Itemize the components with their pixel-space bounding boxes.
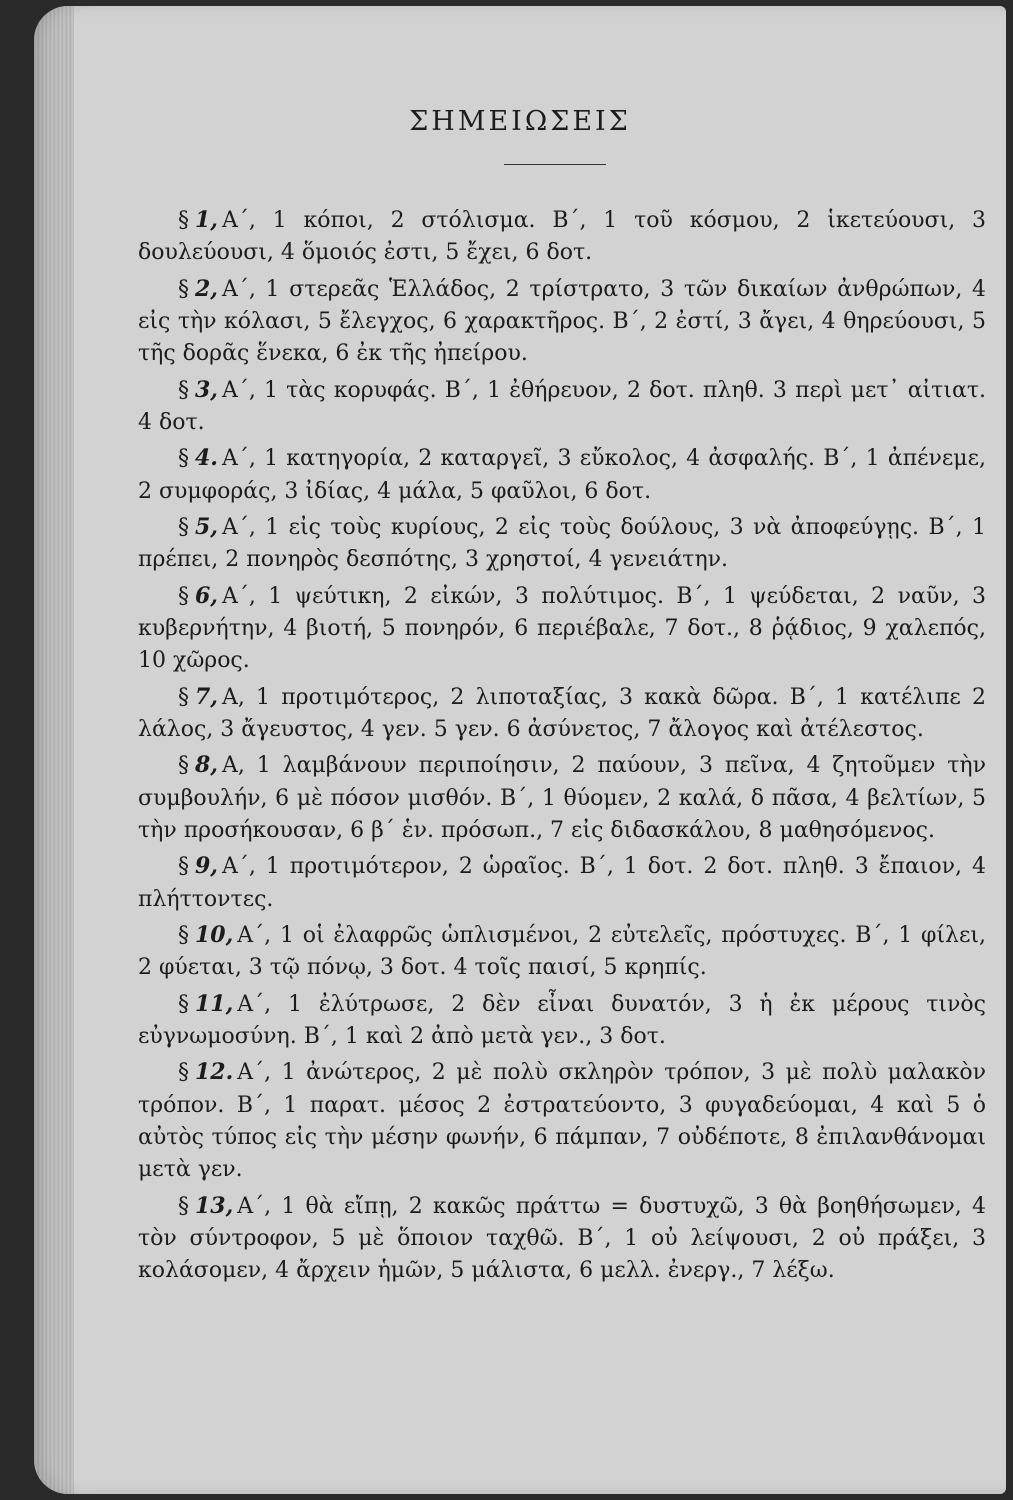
section-mark: § xyxy=(178,753,189,779)
note-number: 8, xyxy=(195,752,218,779)
note-text: Α, 1 προτιμότερος, 2 λιποταξίας, 3 κακὰ δῶρα. Β΄, 1 κατέλιπε 2 λάλος, 3 ἄγευστος, 4 γεν. 5 γεν. 6 ἀσύνετος, 7 ἄλογος καὶ ἀτέλεστος. xyxy=(138,684,986,743)
note-paragraph xyxy=(138,988,986,1054)
title-rule xyxy=(504,164,606,165)
note-text: Α΄, 1 εἰς τοὺς κυρίους, 2 εἰς τοὺς δούλους, 3 νὰ ἀποφεύγῃς. Β΄, 1 πρέπει, 2 πονηρὸς δεσπότης, 3 χρηστοί, 4 γενειάτην. xyxy=(138,515,986,573)
note-text: Α΄, 1 τὰς κορυφάς. Β΄, 1 ἐθήρευον, 2 δοτ. πληθ. 3 περὶ μετ᾽ αἰτιατ. 4 δοτ. xyxy=(138,377,986,435)
note-paragraph xyxy=(138,850,986,916)
section-mark: § xyxy=(178,854,189,880)
page-title: ΣΗΜΕΙΩΣΕΙΣ xyxy=(409,106,631,137)
section-mark: § xyxy=(178,446,189,472)
note-paragraph xyxy=(138,204,986,270)
note-paragraph xyxy=(138,374,986,440)
note-number: 2, xyxy=(195,275,218,302)
note-number: 1, xyxy=(195,207,218,233)
note-text: Α΄, 1 ἐλύτρωσε, 2 δὲν εἶναι δυνατόν, 3 ἡ ἐκ μέρους τινὸς εὐγνωμοσύνη. Β΄, 1 καὶ 2 ἀπὸ μετὰ γεν., 3 δοτ. xyxy=(138,991,986,1050)
note-number: 6, xyxy=(195,582,218,609)
note-number: 3, xyxy=(195,376,218,403)
section-mark: § xyxy=(178,583,189,609)
note-paragraph xyxy=(138,681,986,747)
note-text: Α΄, 1 θὰ εἴπῃ, 2 κακῶς πράττω = δυστυχῶ, 3 θὰ βοηθήσωμεν, 4 τὸν σύντροφον, 5 μὲ ὅποιον ταχθῶ. Β΄, 1 οὐ λείψουσι, 2 οὐ πράξει, 3 κολάσομεν, 4 ἄρχειν ἡμῶν, 5 μάλιστα, 6 μελλ. ἐνεργ., 7 λέξω. xyxy=(138,1193,986,1284)
note-number: 9, xyxy=(195,853,218,880)
note-text: Α΄, 1 κόποι, 2 στόλισμα. Β΄, 1 τοῦ κόσμου, 2 ἱκετεύουσι, 3 δουλεύουσι, 4 ὅμοιός ἐστι, 5 ἔχει, 6 δοτ. xyxy=(138,208,986,266)
section-mark: § xyxy=(178,377,189,403)
page-edges xyxy=(34,6,74,1494)
notes-list xyxy=(138,204,986,1291)
note-number: 11, xyxy=(195,990,234,1017)
note-text: Α΄, 1 ψεύτικη, 2 εἰκών, 3 πολύτιμος. Β΄, 1 ψεύδεται, 2 ναῦν, 3 κυβερνήτην, 4 βιοτή, 5 πονηρόν, 6 περιέβαλε, 7 δοτ., 8 ῥᾴδιος, 9 χαλεπός, 10 χῶρος. xyxy=(138,583,986,674)
section-mark: § xyxy=(178,991,189,1017)
note-paragraph xyxy=(138,1056,986,1186)
note-number: 10, xyxy=(195,922,234,949)
note-text: Α΄, 1 προτιμότερον, 2 ὡραῖος. Β΄, 1 δοτ. 2 δοτ. πληθ. 3 ἔπαιον, 4 πλήττοντες. xyxy=(138,854,986,912)
note-number: 7, xyxy=(195,683,218,710)
note-paragraph xyxy=(138,442,986,508)
note-number: 4. xyxy=(195,445,218,472)
section-mark: § xyxy=(178,923,189,949)
note-number: 13, xyxy=(195,1192,234,1219)
note-text: Α΄, 1 οἱ ἐλαφρῶς ὡπλισμένοι, 2 εὐτελεῖς, πρόστυχες. Β΄, 1 φίλει, 2 φύεται, 3 τῷ πόνῳ, 3 δοτ. 4 τοῖς παισί, 5 κρηπίς. xyxy=(138,923,986,981)
note-paragraph xyxy=(138,511,986,577)
note-paragraph xyxy=(138,919,986,985)
note-text: Α΄, 1 κατηγορία, 2 καταργεῖ, 3 εὔκολος, 4 ἀσφαλής. Β΄, 1 ἀπένεμε, 2 συμφοράς, 3 ἰδίας, 4 μάλα, 5 φαῦλοι, 6 δοτ. xyxy=(138,446,986,504)
note-text: Α΄, 1 ἀνώτερος, 2 μὲ πολὺ σκληρὸν τρόπον, 3 μὲ πολὺ μαλακὸν τρόπον. Β΄, 1 παρατ. μέσος 2 ἐστρατεύοντο, 3 φυγαδεύομαι, 4 καὶ 5 ὁ αὐτὸς τύπος εἰς τὴν μέσην φωνήν, 6 πάμπαν, 7 οὐδέποτε, 8 ἐπιλανθάνομαι μετὰ γεν. xyxy=(138,1060,986,1183)
book-page xyxy=(34,6,1006,1494)
note-paragraph xyxy=(138,580,986,678)
note-text: Α΄, 1 στερεᾶς Ἑλλάδος, 2 τρίστρατο, 3 τῶν δικαίων ἀνθρώπων, 4 εἰς τὴν κόλασι, 5 ἔλεγχος, 6 χαρακτῆρος. Β΄, 2 ἐστί, 3 ἄγει, 4 θηρεύουσι, 5 τῆς δορᾶς ἕνεκα, 6 ἐκ τῆς ἠπείρου. xyxy=(138,276,986,367)
section-mark: § xyxy=(178,208,189,233)
note-number: 5, xyxy=(195,514,218,541)
section-mark: § xyxy=(178,1060,189,1086)
section-mark: § xyxy=(178,515,189,541)
section-mark: § xyxy=(178,1193,189,1219)
note-number: 12. xyxy=(195,1059,234,1086)
section-mark: § xyxy=(178,684,189,710)
note-paragraph xyxy=(138,1190,986,1288)
note-text: Α, 1 λαμβάνουν περιποίησιν, 2 παύουν, 3 πεῖνα, 4 ζητοῦμεν τὴν συμβουλήν, 6 μὲ πόσον μισθόν. Β΄, 1 θύομεν, 2 καλά, δ πᾶσα, 4 βελτίων, 5 τὴν προσήκουσαν, 6 β΄ ἑν. πρόσωπ., 7 εἰς διδασκάλου, 8 μαθησόμενος. xyxy=(138,753,986,843)
note-paragraph xyxy=(138,273,986,371)
section-mark: § xyxy=(178,276,189,302)
note-paragraph xyxy=(138,749,986,847)
